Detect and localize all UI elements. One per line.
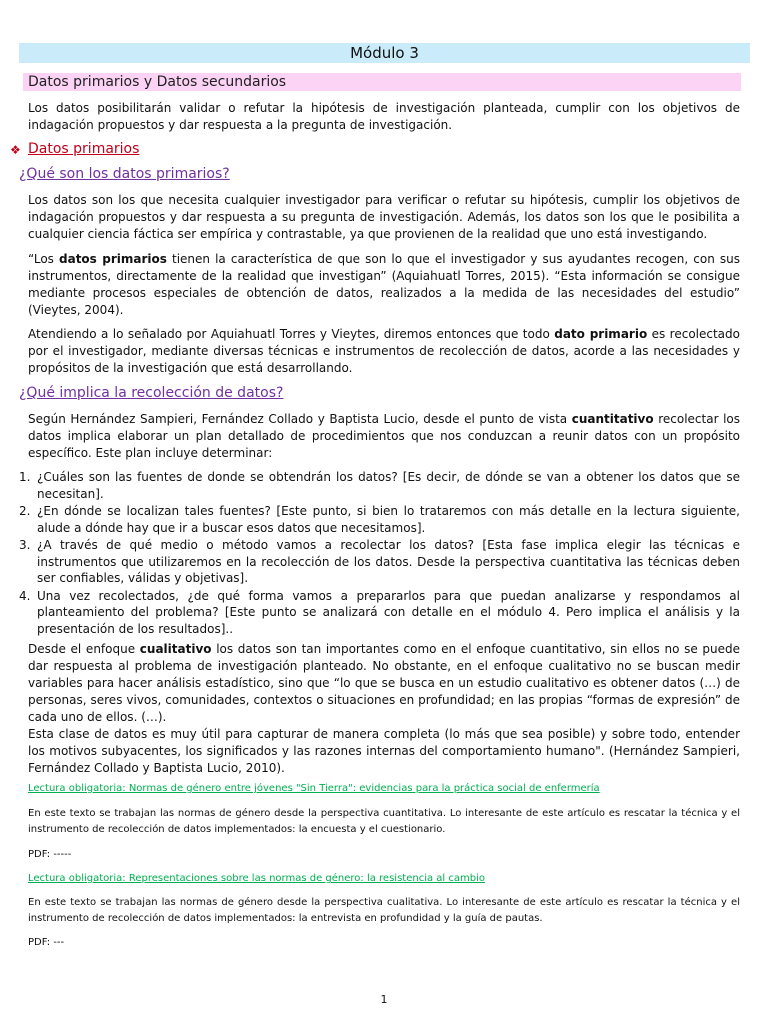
paragraph-5-c: los datos son tan importantes como en el enfoque cuantitativo, sin ellos no se puede dar respuesta al problema de investigación planteado. No obstante, en el enfoque cualitativo no se buscan medir variables para hacer análisis estadístico, sino que “lo que se busca en un estudio cualitativo es obtener datos (…) de personas, seres vivos, comunidades, contextos o situaciones en profundidad; en las propias “formas de expresión” de cada uno de ellos. (…).: [28, 642, 740, 724]
reading-1-description: En este texto se trabajan las normas de género desde la perspectiva cuantitativa. Lo interesante de este artículo es rescatar la técnica y el instrumento de recolección de datos implementados: la encuesta y el cuestionario.: [28, 808, 740, 835]
paragraph-2-bold: datos primarios: [59, 252, 167, 266]
reading-1-pdf: PDF: -----: [28, 849, 72, 860]
reading-2-pdf: PDF: ---: [28, 937, 65, 948]
section-subtitle: Datos primarios y Datos secundarios: [23, 73, 741, 91]
module-title: Módulo 3: [19, 43, 750, 63]
list-item-text: ¿En dónde se localizan tales fuentes? [Este punto, si bien lo trataremos con más detalle en la lectura siguiente, alude a dónde hay que ir a buscar esos datos que necesitamos].: [37, 504, 740, 535]
diamond-bullet-icon: ❖: [10, 143, 21, 157]
list-item-number: 4.: [19, 588, 31, 603]
paragraph-3: [28, 326, 740, 377]
list-item-text: ¿A través de qué medio o método vamos a recolectar los datos? [Esta fase implica elegir las técnicas e instrumentos que utilizaremos en la recolección de los datos. Desde la perspectiva cuantitativa las técnicas deben ser confiables, válidas y objetivas].: [37, 538, 740, 585]
paragraph-1: Los datos son los que necesita cualquier investigador para verificar o refutar su hipótesis, cumplir los objetivos de indagación propuestos y dar respuesta a su pregunta de investigación. Además, los datos son los que le posibilita a cualquier ciencia fáctica ser empírica y contrastable, ya que provienen de la realidad que uno está investigando.: [28, 193, 740, 241]
list-item: [19, 469, 740, 502]
bullet-heading-datos-primarios: Datos primarios: [28, 141, 140, 157]
paragraph-4-bold: cuantitativo: [571, 412, 654, 426]
paragraph-4: [28, 411, 740, 462]
paragraph-3-a: Atendiendo a lo señalado por Aquiahuatl Torres y Vieytes, diremos entonces que todo: [28, 327, 555, 341]
paragraph-5-d: Esta clase de datos es muy útil para capturar de manera completa (lo más que sea posible) y sobre todo, entender los motivos subyacentes, los significados y las razones internas del comportamiento humano". (Hernández Sampieri, Fernández Collado y Baptista Lucio, 2010).: [28, 727, 740, 775]
paragraph-4-c: recolectar los datos implica elaborar un plan detallado de procedimientos que nos conduzcan a reunir datos con un propósito específico. Este plan incluye determinar:: [28, 412, 741, 460]
list-item: [19, 537, 740, 587]
paragraph-5-bold: cualitativo: [139, 642, 212, 656]
list-item-number: 1.: [19, 470, 31, 484]
numbered-list: [19, 469, 740, 638]
question-heading-2: ¿Qué implica la recolección de datos?: [19, 385, 284, 401]
paragraph-2-c: tienen la característica de que son lo que el investigador y sus ayudantes recogen, con sus instrumentos, directamente de la realidad que investigan” (Aquiahuatl Torres, 2015). “Esta información se consigue mediante procesos especiales de obtención de datos, realizados a la medida de las necesidades del estudio” (Vieytes, 2004).: [28, 252, 740, 317]
page-number: 1: [380, 993, 388, 1006]
question-heading-1: ¿Qué son los datos primarios?: [19, 166, 230, 182]
list-item-number: 2.: [19, 504, 31, 518]
paragraph-2: [28, 251, 740, 319]
reading-2-link[interactable]: Lectura obligatoria: Representaciones sobre las normas de género: la resistencia al cambio: [28, 873, 485, 884]
paragraph-5: [28, 641, 740, 777]
paragraph-5-a: Desde el enfoque: [28, 642, 140, 656]
list-item-text: Una vez recolectados, ¿de qué forma vamos a prepararlos para que puedan analizarse y respondamos al planteamiento del problema? [Este punto se analizará con detalle en el módulo 4. Pero implica el análisis y la presentación de los resultados]..: [37, 588, 740, 636]
reading-1-link[interactable]: Lectura obligatoria: Normas de género entre jóvenes "Sin Tierra": evidencias para la práctica social de enfermería: [28, 783, 600, 794]
paragraph-3-bold: dato primario: [554, 327, 648, 341]
intro-paragraph: Los datos posibilitarán validar o refutar la hipótesis de investigación planteada, cumplir con los objetivos de indagación propuestos y dar respuesta a la pregunta de investigación.: [28, 101, 740, 132]
list-item-text: ¿Cuáles son las fuentes de donde se obtendrán los datos? [Es decir, de dónde se van a obtener los datos que se necesitan].: [37, 470, 740, 501]
list-item: [19, 588, 740, 638]
paragraph-4-a: Según Hernández Sampieri, Fernández Collado y Baptista Lucio, desde el punto de vista: [28, 412, 572, 426]
paragraph-2-a: “Los: [28, 252, 59, 266]
list-item-number: 3.: [19, 538, 31, 552]
reading-2-description: En este texto se trabajan las normas de género desde la perspectiva cualitativa. Lo interesante de este artículo es rescatar la técnica y el instrumento de recolección de datos implementados: la entrevista en profundidad y la guía de pautas.: [28, 897, 740, 924]
list-item: [19, 503, 740, 536]
paragraph-3-c: es recolectado por el investigador, mediante diversas técnicas e instrumentos de recolección de datos, acorde a las necesidades y propósitos de la investigación que está desarrollando.: [28, 327, 740, 375]
